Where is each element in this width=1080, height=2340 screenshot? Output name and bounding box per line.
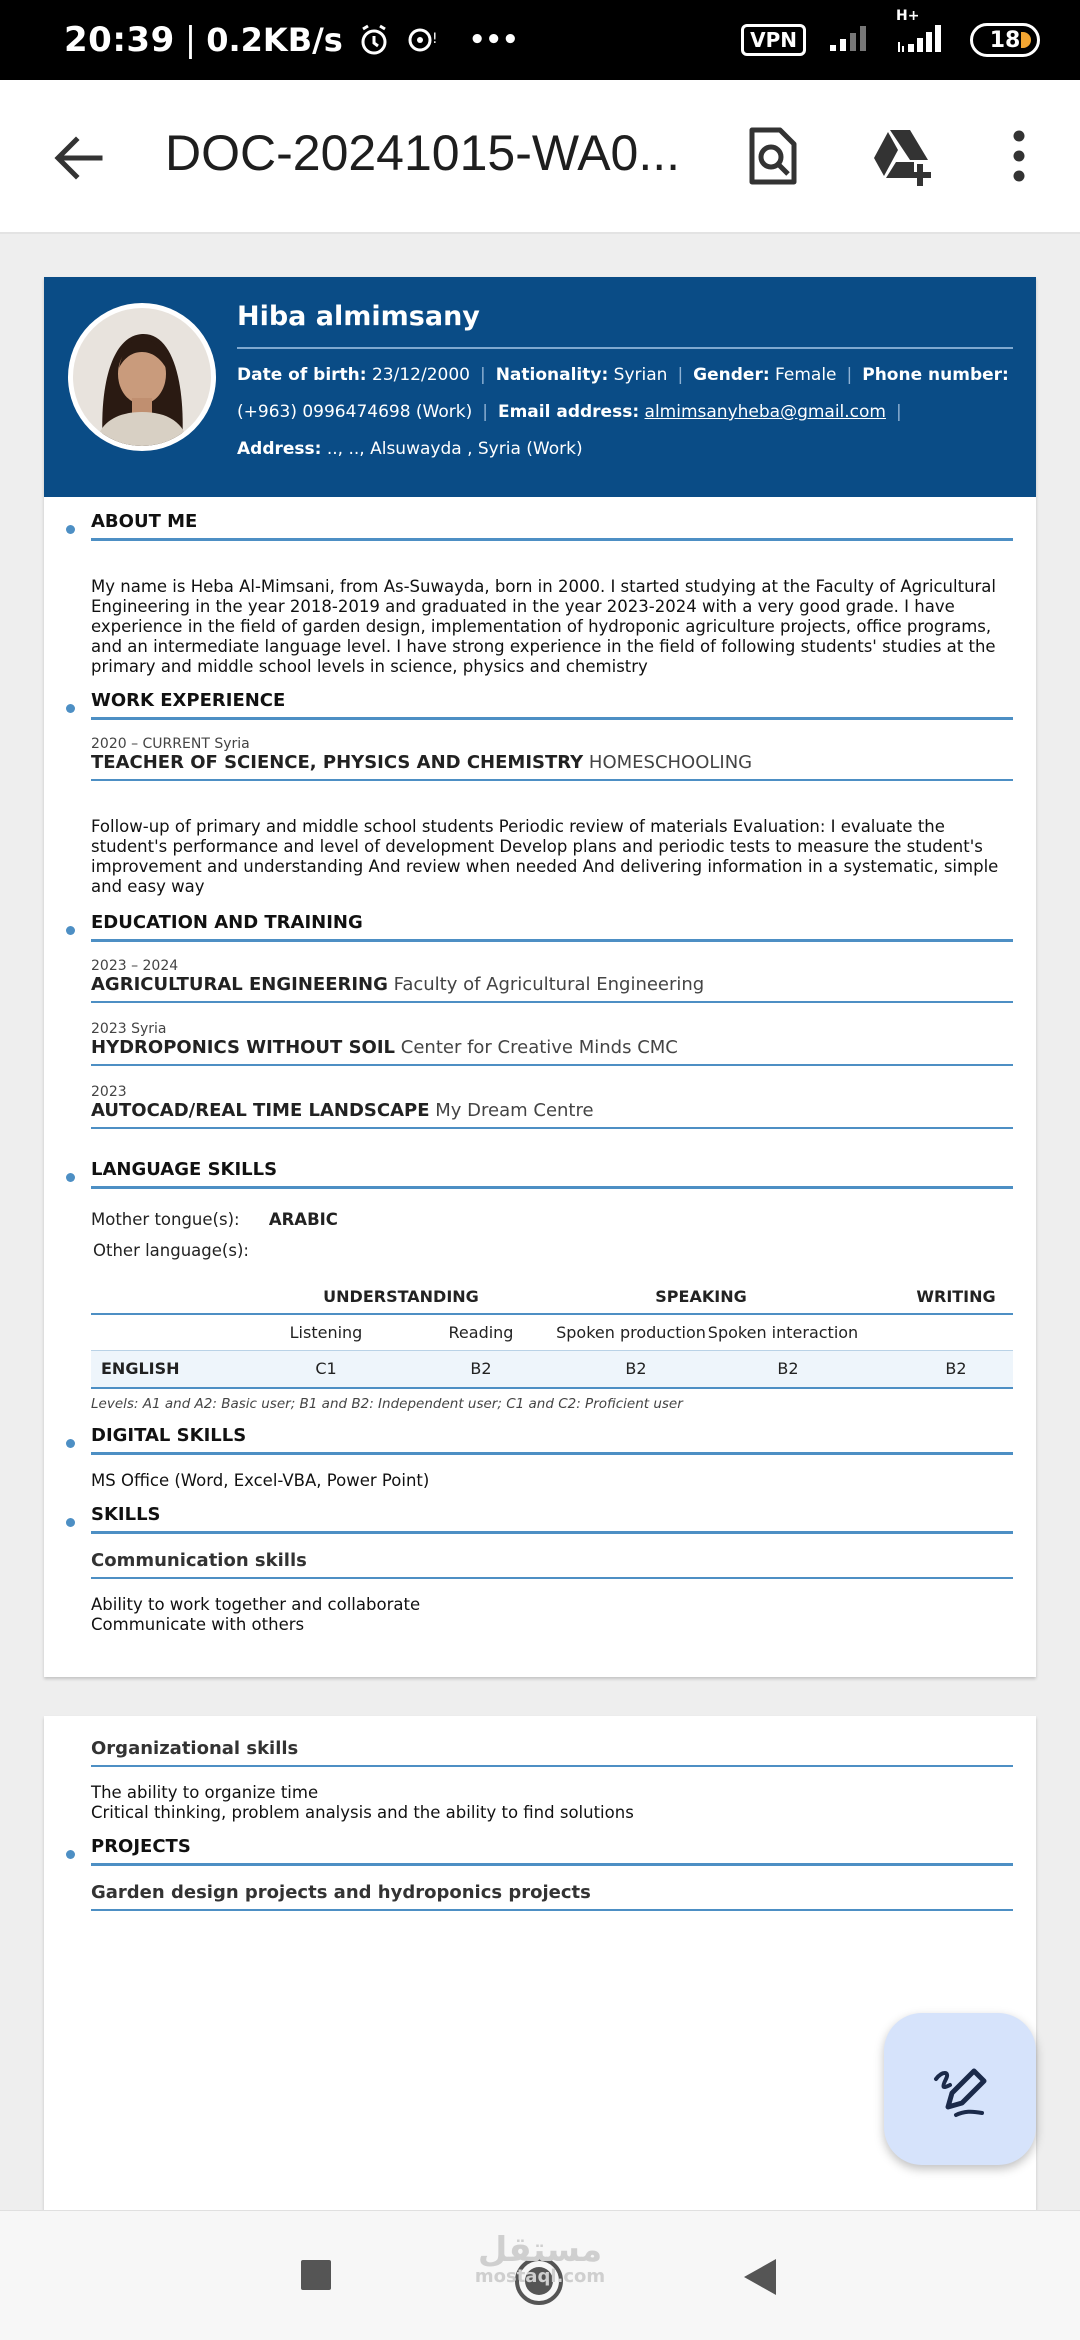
section-bullet <box>66 1173 75 1182</box>
gender-label: Gender: <box>693 365 770 385</box>
table-subheader-row <box>91 1315 1013 1351</box>
entry-rule <box>91 1765 1013 1767</box>
cv-header <box>44 277 1036 497</box>
edit-fab-button[interactable] <box>884 2013 1036 2165</box>
work-section <box>91 690 1013 897</box>
battery-level: 18 <box>989 27 1021 53</box>
battery-fill <box>1021 32 1031 48</box>
document-title: DOC-20241015-WA0... <box>165 125 681 181</box>
section-rule <box>91 1452 1013 1455</box>
nationality-value: Syrian <box>613 365 668 385</box>
language-section <box>91 1159 1013 1189</box>
digital-text: MS Office (Word, Excel-VBA, Power Point) <box>91 1471 430 1490</box>
app-bar <box>0 80 1080 234</box>
education-name: AGRICULTURAL ENGINEERING <box>91 974 388 995</box>
address-value: .., .., Alsuwayda , Syria (Work) <box>326 439 583 459</box>
drive-add-icon <box>868 124 938 188</box>
personal-info-line-1: Date of birth: 23/12/2000 | Nationality: Syrian | Gender: Female | Phone number: <box>237 365 1009 385</box>
mother-tongue-value: ARABIC <box>268 1210 338 1229</box>
header-speaking: SPEAKING <box>655 1287 747 1306</box>
section-rule <box>91 939 1013 942</box>
education-name: HYDROPONICS WITHOUT SOIL <box>91 1037 396 1058</box>
header-understanding: UNDERSTANDING <box>323 1287 479 1306</box>
organizational-skills <box>91 1738 1013 1823</box>
education-item <box>91 1021 1013 1066</box>
watermark-arabic: مستقل <box>477 2230 603 2270</box>
network-type-label: H+ <box>896 8 920 24</box>
work-role-name: TEACHER OF SCIENCE, PHYSICS AND CHEMISTRY <box>91 752 584 773</box>
section-bullet <box>66 1850 75 1859</box>
edit-pen-icon <box>928 2057 992 2121</box>
education-section <box>91 912 1013 1129</box>
project-item: Garden design projects and hydroponics projects <box>91 1882 591 1903</box>
col-reading: Reading <box>448 1323 514 1342</box>
language-table <box>91 1279 1013 1389</box>
section-bullet <box>66 1439 75 1448</box>
entry-rule <box>91 1064 1013 1066</box>
skills-section <box>91 1504 1013 1635</box>
arrow-back-icon <box>50 130 106 186</box>
section-bullet <box>66 926 75 935</box>
personal-info-line-3 <box>237 439 583 459</box>
status-network-speed: 0.2KB/s <box>206 21 343 59</box>
education-org: Faculty of Agricultural Engineering <box>393 974 705 995</box>
mother-tongue-label: Mother tongue(s): <box>91 1210 240 1229</box>
back-nav-button[interactable] <box>742 2257 778 2301</box>
signal-icon <box>828 23 874 57</box>
square-icon <box>300 2259 332 2291</box>
section-rule <box>91 538 1013 541</box>
education-date: 2023 – 2024 <box>91 958 179 974</box>
header-divider <box>237 347 1013 349</box>
language-legend: Levels: A1 and A2: Basic user; B1 and B2: Independent user; C1 and C2: Proficient user <box>91 1396 683 1412</box>
status-separator: | <box>184 20 197 60</box>
about-title: ABOUT ME <box>91 511 198 532</box>
communication-title: Communication skills <box>91 1550 307 1571</box>
organizational-title: Organizational skills <box>91 1738 299 1759</box>
phone-label: Phone number: <box>862 365 1009 385</box>
search-document-button[interactable] <box>740 124 804 188</box>
email-link[interactable]: almimsanyheba@gmail.com <box>644 402 886 422</box>
col-listening: Listening <box>289 1323 363 1342</box>
projects-section <box>91 1836 1013 1911</box>
personal-info-line-2: (+963) 0996474698 (Work) | Email address: almimsanyheba@gmail.com | <box>237 402 902 422</box>
level-spoken-interaction: B2 <box>777 1359 799 1378</box>
level-reading: B2 <box>470 1359 492 1378</box>
address-label: Address: <box>237 439 322 459</box>
email-label: Email address: <box>497 402 640 422</box>
language-title: LANGUAGE SKILLS <box>91 1159 278 1180</box>
header-writing: WRITING <box>916 1287 996 1306</box>
battery-indicator <box>970 23 1040 57</box>
work-title: WORK EXPERIENCE <box>91 690 286 711</box>
triangle-back-icon <box>742 2257 778 2297</box>
other-languages-label: Other language(s): <box>93 1241 249 1260</box>
save-to-drive-button[interactable] <box>868 124 932 188</box>
education-date: 2023 Syria <box>91 1021 167 1037</box>
sync-notification-icon <box>405 23 441 57</box>
entry-rule <box>91 1001 1013 1003</box>
watermark-logo <box>470 2230 610 2287</box>
education-item <box>91 1084 1013 1129</box>
dob-label: Date of birth: <box>237 365 367 385</box>
education-name: AUTOCAD/REAL TIME LANDSCAPE <box>91 1100 430 1121</box>
about-text: My name is Heba Al-Mimsani, from As-Suwayda, born in 2000. I started studying at the Faculty of Agricultural Engineering in the year 2018-2019 and graduated in the year 2023-2024 with a very good grade. I have experience in the field of garden design, implementation of hydroponic agriculture projects, office programs, and an intermediate language level. I have strong experience in the field of following students' studies at the primary and middle school levels in science, physics and chemistry <box>91 577 997 676</box>
gender-value: Female <box>775 365 837 385</box>
education-org: Center for Creative Minds CMC <box>400 1037 678 1058</box>
section-bullet <box>66 704 75 713</box>
col-spoken-interaction: Spoken interaction <box>707 1323 859 1342</box>
section-rule <box>91 717 1013 720</box>
table-row <box>91 1351 1013 1389</box>
projects-title: PROJECTS <box>91 1836 191 1857</box>
document-page-1 <box>44 277 1036 1677</box>
communication-line-2: Communicate with others <box>91 1615 305 1634</box>
cv-name: Hiba almimsany <box>237 301 480 332</box>
section-rule <box>91 1186 1013 1189</box>
education-date: 2023 <box>91 1084 127 1100</box>
section-bullet <box>66 1518 75 1527</box>
recents-button[interactable] <box>300 2259 332 2295</box>
entry-rule <box>91 1909 1013 1911</box>
vpn-badge: VPN <box>741 24 806 56</box>
section-rule <box>91 1531 1013 1534</box>
find-in-page-icon <box>740 124 804 188</box>
mother-tongue <box>91 1210 338 1229</box>
watermark-latin: mostaql.com <box>474 2266 606 2287</box>
more-vert-icon <box>1004 124 1034 188</box>
work-role-org: HOMESCHOOLING <box>588 752 753 773</box>
more-notifications-icon: ••• <box>468 25 519 55</box>
alarm-icon <box>357 23 391 57</box>
entry-rule <box>91 779 1013 781</box>
organizational-line-2: Critical thinking, problem analysis and the ability to find solutions <box>91 1803 634 1822</box>
entry-rule <box>91 1577 1013 1579</box>
overflow-menu-button[interactable] <box>1004 124 1034 188</box>
back-button[interactable] <box>50 130 106 186</box>
level-writing: B2 <box>945 1359 967 1378</box>
dob-value: 23/12/2000 <box>371 365 470 385</box>
skills-title: SKILLS <box>91 1504 161 1525</box>
col-spoken-production: Spoken production <box>556 1323 706 1342</box>
level-spoken-production: B2 <box>625 1359 647 1378</box>
signal-hplus-icon <box>896 8 948 58</box>
work-role <box>91 752 1013 773</box>
work-date: 2020 – CURRENT Syria <box>91 736 250 752</box>
work-text: Follow-up of primary and middle school students Periodic review of materials Evaluation: I evaluate the student's performance and level of development Develop plans and periodic tests to measure the student's improvement and understanding And review when needed And delivering information in a systematic, simple and easy way <box>91 817 999 896</box>
phone-value: (+963) 0996474698 (Work) <box>237 402 473 422</box>
communication-line-1: Ability to work together and collaborate <box>91 1595 421 1614</box>
education-title: EDUCATION AND TRAINING <box>91 912 363 933</box>
profile-photo <box>68 303 216 451</box>
svg-text:!: ! <box>431 31 438 47</box>
level-listening: C1 <box>315 1359 337 1378</box>
education-org: My Dream Centre <box>435 1100 594 1121</box>
education-item <box>91 958 1013 1003</box>
organizational-line-1: The ability to organize time <box>91 1783 319 1802</box>
status-time: 20:39 <box>64 20 175 60</box>
table-header-row <box>91 1279 1013 1315</box>
digital-title: DIGITAL SKILLS <box>91 1425 247 1446</box>
section-rule <box>91 1863 1013 1866</box>
nationality-label: Nationality: <box>495 365 609 385</box>
section-bullet <box>66 525 75 534</box>
about-section <box>91 511 1013 677</box>
status-bar <box>0 0 1080 80</box>
entry-rule <box>91 1127 1013 1129</box>
language-name: ENGLISH <box>101 1359 180 1378</box>
digital-section <box>91 1425 1013 1491</box>
